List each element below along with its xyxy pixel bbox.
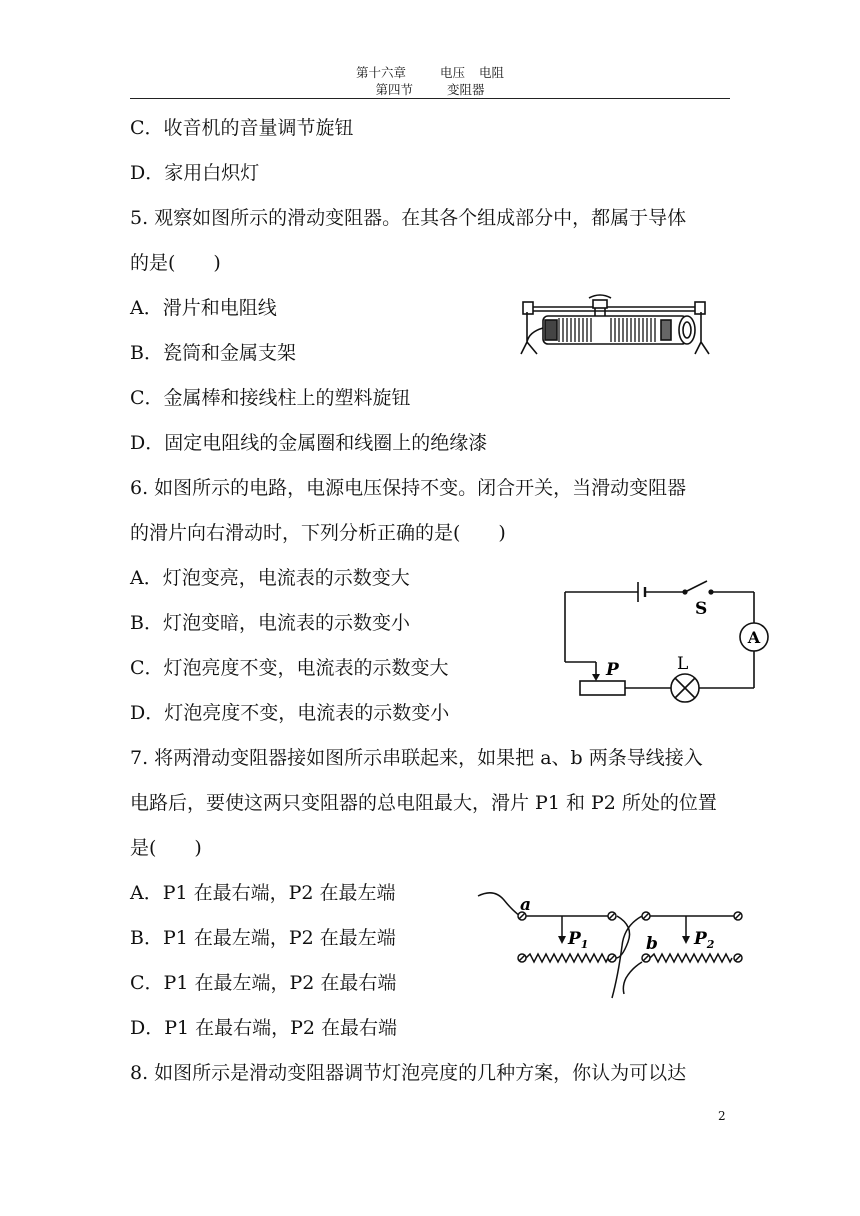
rheostat-1-resistor [526,954,608,962]
rheostat-symbol [580,681,625,695]
question-6-option-a: A．灯泡变亮，电流表的示数变大 [130,567,410,589]
rheostat-figure [515,292,715,364]
question-6-option-c: C．灯泡亮度不变，电流表的示数变大 [130,657,449,679]
switch-label: S [695,599,708,619]
wire-a [478,893,520,916]
question-5-option-a: A．滑片和电阻线 [130,297,277,319]
header-rule [130,98,730,99]
question-7-option-a: A．P1 在最右端，P2 在最左端 [130,882,396,904]
option-line: C．收音机的音量调节旋钮 [130,117,354,139]
question-5-stem: 的是( ) [130,252,221,274]
lamp-label: L [677,654,689,674]
question-5-option-d: D．固定电阻线的金属圈和线圈上的绝缘漆 [130,432,488,454]
header-chapter: 第十六章 [355,65,406,80]
question-6-stem: 的滑片向右滑动时，下列分析正确的是( ) [130,522,506,544]
wire-b [623,962,642,994]
question-5-option-c: C．金属棒和接线柱上的塑料旋钮 [130,387,411,409]
slider-label: P [606,660,619,680]
rheostat-2-resistor [650,954,732,962]
question-7-option-d: D．P1 在最右端，P2 在最右端 [130,1017,398,1039]
header-chapter-title-1: 电压 [439,65,465,80]
header-chapter-line [130,64,730,81]
question-6-option-b: B．灯泡变暗，电流表的示数变小 [130,612,410,634]
header-section-line [130,81,730,98]
question-7-option-b: B．P1 在最左端，P2 在最左端 [130,927,396,949]
header-section: 第四节 [375,82,413,97]
slider-p2-label: $P_2$ [694,929,715,951]
question-7-option-c: C．P1 在最左端，P2 在最右端 [130,972,397,994]
question-5-stem: 5. 观察如图所示的滑动变阻器。在其各个组成部分中，都属于导体 [130,207,687,229]
circuit-diagram [558,578,773,708]
wire-a-label: a [520,895,532,915]
series-rheostats-figure [474,886,749,1004]
question-8-stem: 8. 如图所示是滑动变阻器调节灯泡亮度的几种方案，你认为可以达 [130,1062,687,1084]
question-7-stem: 是( ) [130,837,202,859]
switch-blade [685,581,707,592]
ammeter-label: A [747,628,761,647]
wire-b-label: b [646,934,658,954]
header-chapter-title-2: 电阻 [479,65,505,80]
question-6-option-d: D．灯泡亮度不变，电流表的示数变小 [130,702,450,724]
page-header [130,64,730,98]
question-7-stem: 7. 将两滑动变阻器接如图所示串联起来，如果把 a、b 两条导线接入 [130,747,703,769]
question-6-stem: 6. 如图所示的电路，电源电压保持不变。闭合开关，当滑动变阻器 [130,477,687,499]
option-line: D．家用白炽灯 [130,162,260,184]
connecting-wire [616,916,630,958]
question-7-stem: 电路后，要使这两只变阻器的总电阻最大，滑片 P1 和 P2 所处的位置 [130,792,717,814]
page-number: 2 [718,1109,726,1123]
question-5-option-b: B．瓷筒和金属支架 [130,342,296,364]
header-section-title: 变阻器 [447,82,485,97]
slider-p1-label: $P_1$ [568,929,589,951]
